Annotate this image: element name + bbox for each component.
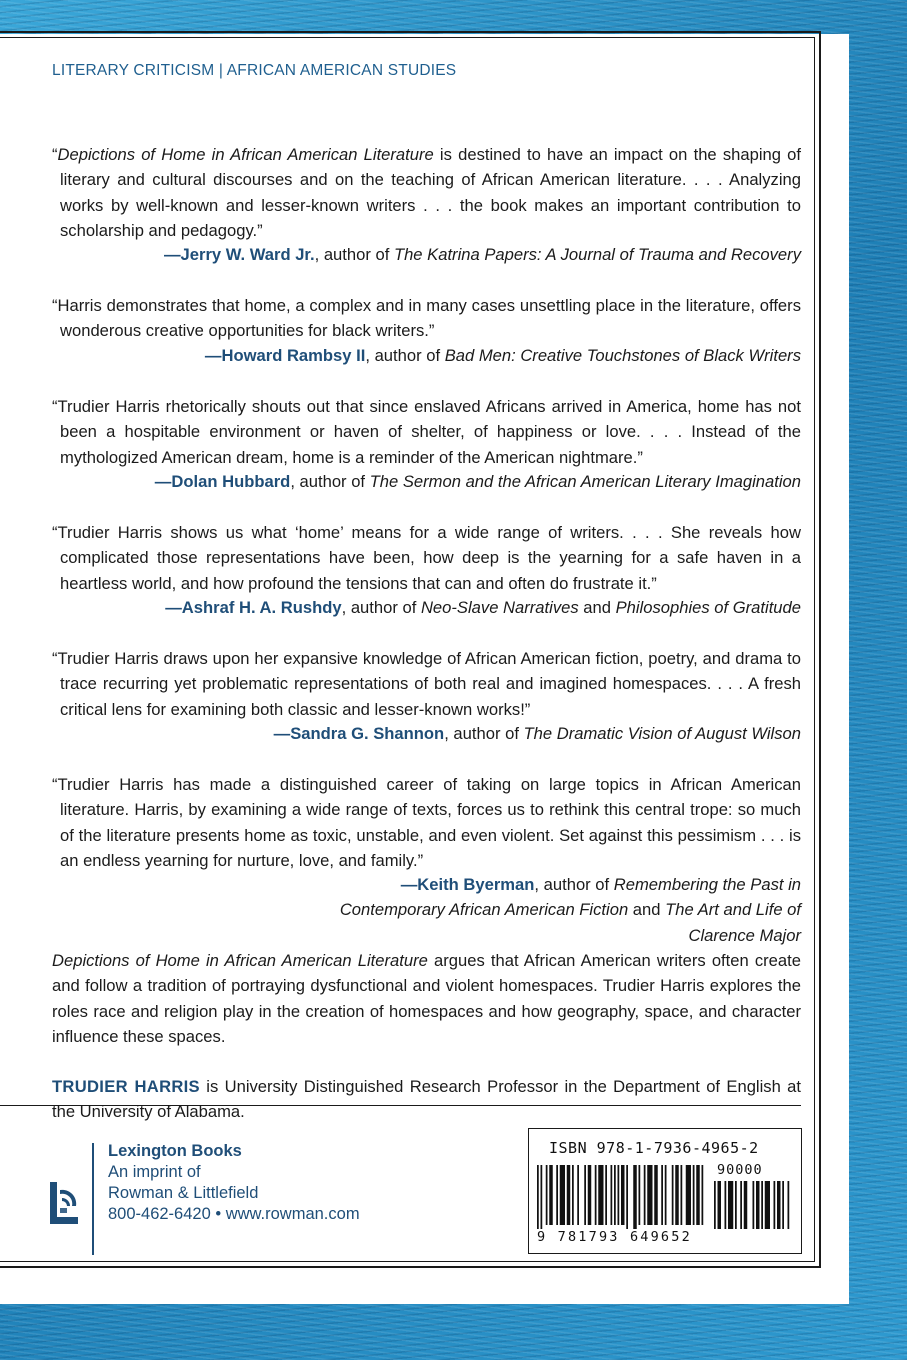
description-text: argues that African American writers often create and follow a tradition of portraying dysfunctional and violent homespaces. Trudier Harris explores the roles race and religion play in the creation of homespaces and how geography, space, and character influence these spaces. bbox=[52, 951, 801, 1046]
barcode-bar bbox=[756, 1181, 760, 1229]
barcode-bar bbox=[744, 1181, 748, 1229]
blurb-3-name: Dolan Hubbard bbox=[171, 472, 291, 491]
isbn-text: ISBN 978-1-7936-4965-2 bbox=[549, 1139, 759, 1157]
barcode-bar bbox=[644, 1165, 646, 1225]
book-description bbox=[52, 948, 801, 1049]
ean-barcode bbox=[537, 1165, 705, 1229]
barcode-bar bbox=[665, 1165, 667, 1225]
bio-text: is University Distinguished Research Professor in the Department of English at the University of Alabama. bbox=[52, 1077, 802, 1122]
publisher-line3: Rowman & Littlefield bbox=[108, 1184, 259, 1202]
blurb-2-name: Howard Rambsy II bbox=[221, 346, 366, 365]
blurb-2-work: Bad Men: Creative Touchstones of Black Writers bbox=[444, 346, 801, 365]
barcode-bar bbox=[702, 1165, 704, 1225]
barcode-bar bbox=[572, 1165, 574, 1225]
category-line: LITERARY CRITICISM | AFRICAN AMERICAN STUDIES bbox=[52, 62, 457, 79]
author-bio bbox=[52, 1074, 801, 1125]
divider-rule bbox=[0, 1105, 801, 1106]
barcode-bar bbox=[598, 1165, 603, 1225]
publisher-contact: 800-462-6420 • www.rowman.com bbox=[108, 1205, 360, 1223]
barcode-box bbox=[528, 1128, 802, 1254]
logo-divider bbox=[92, 1143, 94, 1255]
barcode-bar bbox=[725, 1181, 727, 1229]
blurb-3-work: The Sermon and the African American Literary Imagination bbox=[369, 472, 801, 491]
barcode-bar bbox=[647, 1165, 652, 1225]
blurb-4-quote: “Trudier Harris shows us what ‘home’ means for a wide range of writers. . . . She reveals how complicated those representations have been, how deep is the yearning for a safe haven in a heartless world, and how profound the tensions that can and often do frustrate it.” bbox=[52, 523, 801, 593]
barcode-bar bbox=[618, 1165, 620, 1225]
blurb-6-name: Keith Byerman bbox=[417, 875, 535, 894]
blurb-3-quote: “Trudier Harris rhetorically shouts out that since enslaved Africans arrived in America, home has not been a hospitable environment or haven of shelter, of happiness or love. . . . Instead of the mythologized American dream, home is a reminder of the American nightmare.” bbox=[52, 397, 801, 467]
barcode-bar bbox=[774, 1181, 776, 1229]
description-title: Depictions of Home in African American Literature bbox=[52, 951, 428, 970]
barcode-bar bbox=[686, 1165, 691, 1225]
barcode-bar bbox=[577, 1165, 579, 1225]
barcode-bar bbox=[567, 1165, 571, 1225]
blurb-6-work-2: The Art and Life of Clarence Major bbox=[665, 900, 801, 945]
barcode-bar bbox=[639, 1165, 641, 1225]
barcode-bar bbox=[735, 1181, 737, 1229]
blurb-1-name: Jerry W. Ward Jr. bbox=[180, 245, 315, 264]
blurb-6-quote: “Trudier Harris has made a distinguished career of taking on large topics in African American literature. Harris, by examining a wide range of texts, forces us to rethink this central trope: so much of the literature presents home as toxic, unstable, and even violent. Set against this pessimism . . . is an endless yearning for nurture, love, and family.” bbox=[52, 775, 801, 870]
open-quote: “ bbox=[52, 145, 58, 164]
barcode-bar bbox=[661, 1165, 663, 1225]
barcode-bar bbox=[740, 1181, 742, 1229]
barcode-bar bbox=[560, 1165, 565, 1225]
barcode-bar bbox=[584, 1165, 586, 1225]
barcode-bar bbox=[546, 1165, 548, 1225]
barcode-bar bbox=[693, 1165, 695, 1225]
barcode-bar bbox=[621, 1165, 625, 1225]
price-code: 90000 bbox=[717, 1162, 763, 1178]
blurb-1-quote bbox=[52, 142, 801, 243]
barcode-bar bbox=[654, 1165, 658, 1225]
blurb-4-attribution: —Ashraf H. A. Rushdy, author of Neo-Slave Narratives and Philosophies of Gratitude bbox=[165, 598, 801, 617]
barcode-bar bbox=[605, 1165, 607, 1225]
author-name: TRUDIER HARRIS bbox=[52, 1077, 200, 1096]
barcode-bar bbox=[588, 1165, 592, 1225]
barcode-bar bbox=[541, 1165, 543, 1229]
blurb-5-name: Sandra G. Shannon bbox=[290, 724, 445, 743]
blurb-2-attribution: —Howard Rambsy II, author of Bad Men: Creative Touchstones of Black Writers bbox=[204, 346, 801, 365]
barcode-bar bbox=[556, 1165, 558, 1225]
publisher-name: Lexington Books bbox=[108, 1142, 242, 1160]
blurb-4-work-2: Philosophies of Gratitude bbox=[615, 598, 801, 617]
barcode-bar bbox=[761, 1181, 763, 1229]
barcode-bar bbox=[537, 1165, 539, 1229]
barcode-bar bbox=[696, 1165, 700, 1225]
blurb-4-name: Ashraf H. A. Rushdy bbox=[181, 598, 342, 617]
barcode-bar bbox=[681, 1165, 683, 1225]
lexington-logo-icon bbox=[50, 1182, 78, 1224]
barcode-bar bbox=[718, 1181, 722, 1229]
blurb-2-quote: “Harris demonstrates that home, a complex and in many cases unsettling place in the literature, offers wonderous creative opportunities for black writers.” bbox=[52, 296, 801, 341]
blurb-6-work: Remembering the Past in Contemporary African American Fiction bbox=[339, 875, 801, 920]
blurb-3-attribution: —Dolan Hubbard, author of The Sermon and the African American Literary Imagination bbox=[154, 472, 801, 491]
barcode-bar bbox=[672, 1165, 674, 1225]
publisher-line2: An imprint of bbox=[108, 1163, 201, 1181]
blurb-5-work: The Dramatic Vision of August Wilson bbox=[523, 724, 801, 743]
barcode-bar bbox=[753, 1181, 755, 1229]
blurb-1-work: The Katrina Papers: A Journal of Trauma and Recovery bbox=[393, 245, 801, 264]
barcode-bar bbox=[788, 1181, 790, 1229]
addon-barcode bbox=[714, 1181, 790, 1229]
barcode-bar bbox=[611, 1165, 613, 1225]
barcode-bar bbox=[549, 1165, 553, 1225]
blurb-5-attribution: —Sandra G. Shannon, author of The Dramatic Vision of August Wilson bbox=[273, 724, 801, 743]
barcode-bar bbox=[714, 1181, 716, 1229]
barcode-bar bbox=[765, 1181, 770, 1229]
blurb-1-attribution: —Jerry W. Ward Jr., author of The Katrina Papers: A Journal of Trauma and Recovery bbox=[163, 245, 801, 264]
barcode-bar bbox=[728, 1181, 733, 1229]
barcode-bar bbox=[777, 1181, 781, 1229]
publisher-info bbox=[108, 1141, 360, 1225]
barcode-bar bbox=[782, 1181, 784, 1229]
blurb-5-quote: “Trudier Harris draws upon her expansive knowledge of African American fiction, poetry, and drama to trace recurring yet problematic representations of both real and imagined homespaces. . . . A fresh critical lens for examining both classic and lesser-known works!” bbox=[52, 649, 801, 719]
book-title: Depictions of Home in African American Literature bbox=[57, 145, 434, 164]
barcode-bar bbox=[614, 1165, 616, 1225]
barcode-bar bbox=[626, 1165, 628, 1229]
ean-number: 9 781793 649652 bbox=[537, 1229, 692, 1245]
barcode-bar bbox=[633, 1165, 637, 1229]
blurb-6-attribution: —Keith Byerman, author of Remembering the Past in Contemporary African American Fiction and The Art and Life of Clarence Major bbox=[339, 875, 801, 945]
barcode-bar bbox=[675, 1165, 679, 1225]
blurb-4-work: Neo-Slave Narratives bbox=[420, 598, 579, 617]
blurb-1-text: is destined to have an impact on the shaping of literary and cultural discourses and on the teaching of African American literature. . . . Analyzing works by well-known and lesser-known writers . . . the book makes an important contribution to scholarship and pedagogy.” bbox=[60, 145, 801, 240]
barcode-bar bbox=[595, 1165, 597, 1225]
